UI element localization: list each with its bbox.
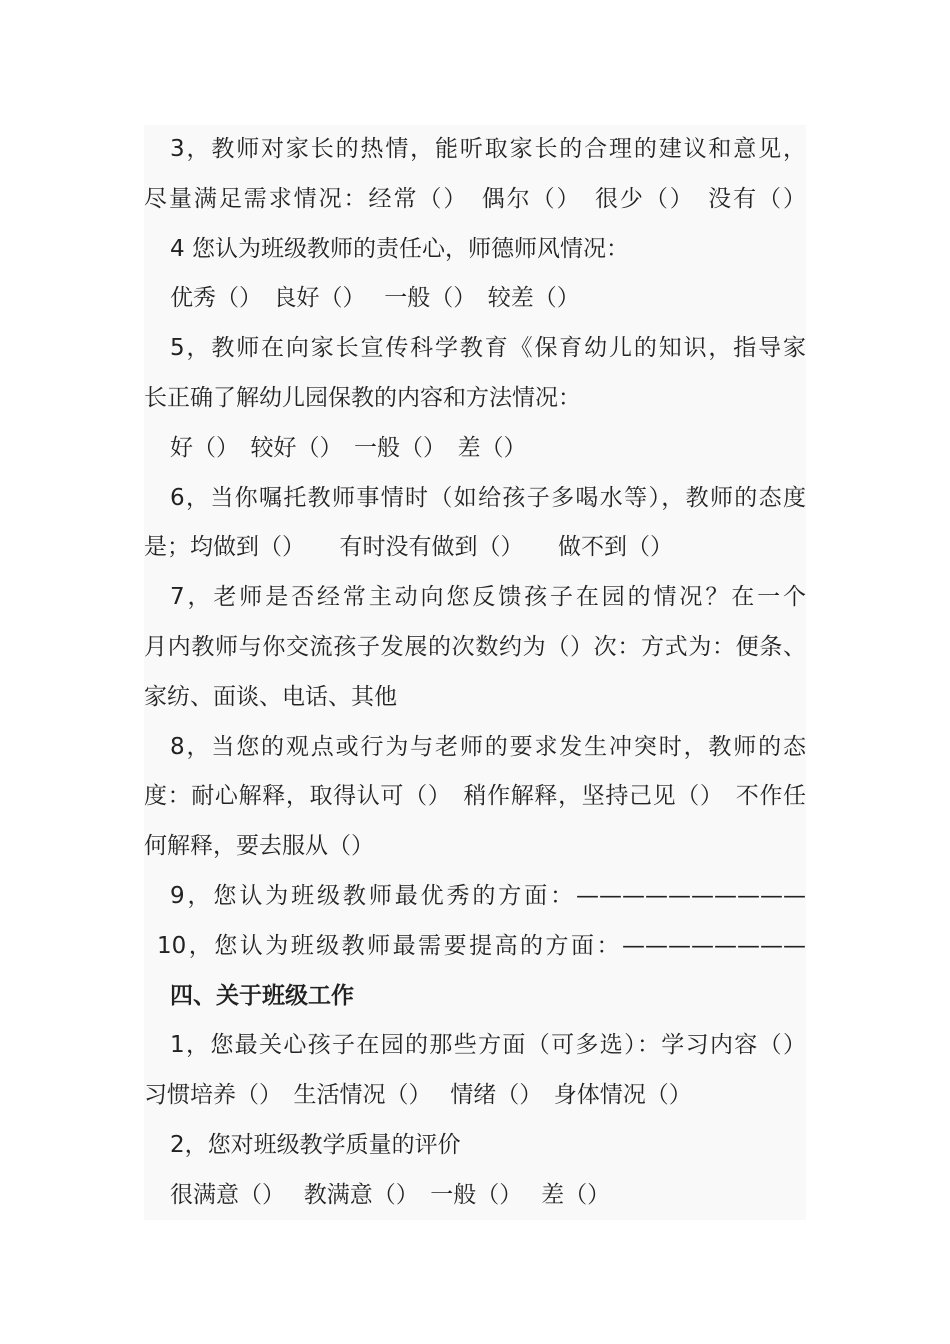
question-8-line-1: 8，当您的观点或行为与老师的要求发生冲突时，教师的态 bbox=[170, 733, 806, 760]
question-6-line-1: 6，当你嘱托教师事情时（如给孩子多喝水等），教师的态度 bbox=[170, 484, 806, 511]
section4-question-1-line-2: 习惯培养（） 生活情况（） 情绪（） 身体情况（） bbox=[144, 1082, 692, 1109]
section-heading-class-work: 四、关于班级工作 bbox=[170, 982, 354, 1009]
section4-question-2: 2，您对班级教学质量的评价 bbox=[170, 1131, 461, 1158]
question-7-line-2: 月内教师与你交流孩子发展的次数约为（）次：方式为：便条、 bbox=[144, 633, 806, 660]
section4-question-1-line-1: 1，您最关心孩子在园的那些方面（可多选）：学习内容（） bbox=[170, 1032, 806, 1059]
questionnaire-text bbox=[144, 125, 806, 1221]
question-8-line-2: 度：耐心解释，取得认可（） 稍作解释，坚持己见（） 不作任 bbox=[144, 783, 806, 810]
question-3-line-1: 3，教师对家长的热情，能听取家长的合理的建议和意见， bbox=[170, 136, 806, 162]
section4-question-2-options: 很满意（） 教满意（） 一般（） 差（） bbox=[170, 1181, 611, 1208]
question-9: 9，您认为班级教师最优秀的方面：—————————— bbox=[170, 882, 806, 909]
question-3-line-2: 尽量满足需求情况：经常（） 偶尔（） 很少（） 没有（） bbox=[144, 185, 806, 212]
question-10: 10，您认为班级教师最需要提高的方面：———————— bbox=[157, 932, 806, 959]
question-8-line-3: 何解释，要去服从（） bbox=[144, 833, 374, 860]
question-6-line-2: 是；均做到（） 有时没有做到（） 做不到（） bbox=[144, 534, 673, 561]
question-5-line-1: 5，教师在向家长宣传科学教育《保育幼儿的知识，指导家 bbox=[170, 335, 806, 362]
question-5-line-2: 长正确了解幼儿园保教的内容和方法情况： bbox=[144, 384, 581, 411]
question-5-options: 好（） 较好（） 一般（） 差（） bbox=[170, 434, 527, 461]
question-4-options: 优秀（） 良好（） 一般（） 较差（） bbox=[170, 285, 580, 312]
question-7-line-1: 7，老师是否经常主动向您反馈孩子在园的情况？在一个 bbox=[170, 584, 806, 611]
question-4-line-1: 4 您认为班级教师的责任心，师德师风情况： bbox=[170, 235, 629, 262]
question-7-line-3: 家纺、面谈、电话、其他 bbox=[144, 683, 397, 710]
